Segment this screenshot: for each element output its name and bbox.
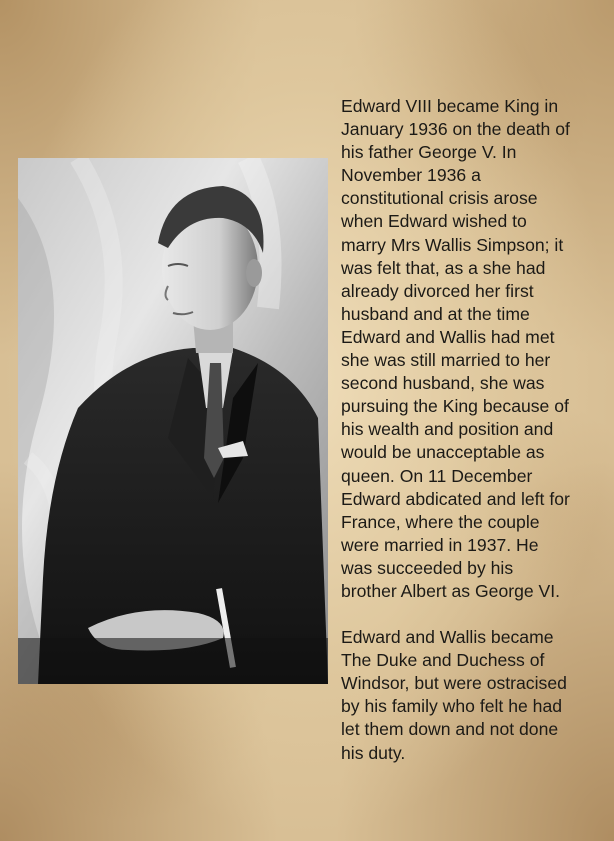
portrait-photo xyxy=(18,158,328,684)
paragraph-abdication: Edward VIII became King in January 1936 on the death of his father George V. In November 1936 a constitutional crisis arose when Edward wished to marry Mrs Wallis Simpson; it was felt that, as a she had already divorced her first husband and at the time Edward and Wallis had met she was still married to her second husband, she was pursuing the King because of his wealth and position and would be unacceptable as queen. On 11 December Edward abdicated and left for France, where the couple were married in 1937. He was succeeded by his brother Albert as George VI. xyxy=(341,96,570,601)
article-text xyxy=(341,95,611,765)
paragraph-duke-duchess: Edward and Wallis became The Duke and Duchess of Windsor, but were ostracised by his family who felt he had let them down and not done his duty. xyxy=(341,627,567,763)
